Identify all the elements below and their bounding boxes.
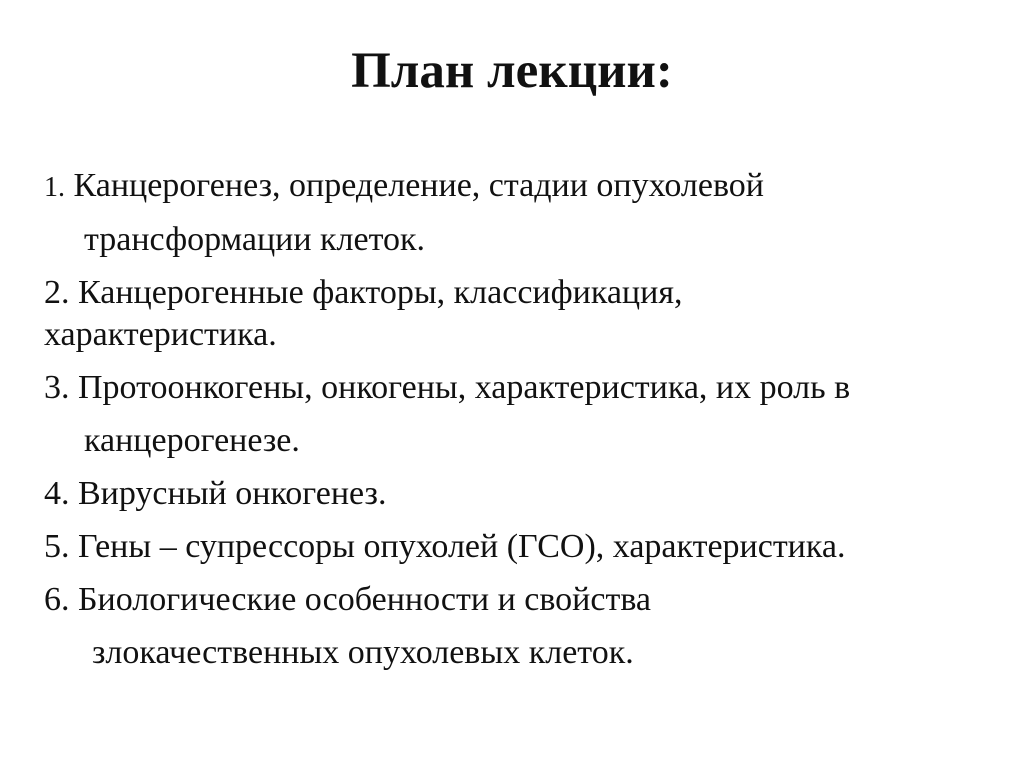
list-item-5-line-1 [44, 527, 845, 567]
list-item-2-number: 2. [44, 274, 70, 311]
list-item-4-number: 4. [44, 475, 70, 512]
list-item-4-line-1 [44, 474, 386, 514]
list-item-6-text: Биологические особенности и свойства [78, 581, 652, 618]
list-item-1-number: 1. [44, 172, 65, 203]
list-item-3-text: Протоонкогены, онкогены, характеристика, их роль в [78, 369, 851, 406]
list-item-1-text: Канцерогенез, определение, стадии опухолевой [73, 167, 764, 204]
list-item-6-number: 6. [44, 581, 70, 618]
list-item-1-line-1 [44, 166, 764, 208]
list-item-5-number: 5. [44, 528, 70, 565]
list-item-2-text: Канцерогенные факторы, классификация, [78, 274, 683, 311]
list-item-6-line-2: злокачественных опухолевых клеток. [92, 634, 634, 671]
slide-title: План лекции: [351, 43, 673, 99]
list-item-4-text: Вирусный онкогенез. [78, 475, 387, 512]
list-item-3-line-1 [44, 368, 850, 408]
list-item-2-line-2: характеристика. [44, 316, 277, 353]
list-item-3-number: 3. [44, 369, 70, 406]
list-item-1-line-2: трансформации клеток. [84, 221, 426, 258]
list-item-6-line-1 [44, 580, 651, 620]
list-item-2-line-1 [44, 273, 682, 313]
list-item-3-line-2: канцерогенезе. [84, 422, 300, 459]
list-item-5-text: Гены – супрессоры опухолей (ГСО), характеристика. [78, 528, 846, 565]
